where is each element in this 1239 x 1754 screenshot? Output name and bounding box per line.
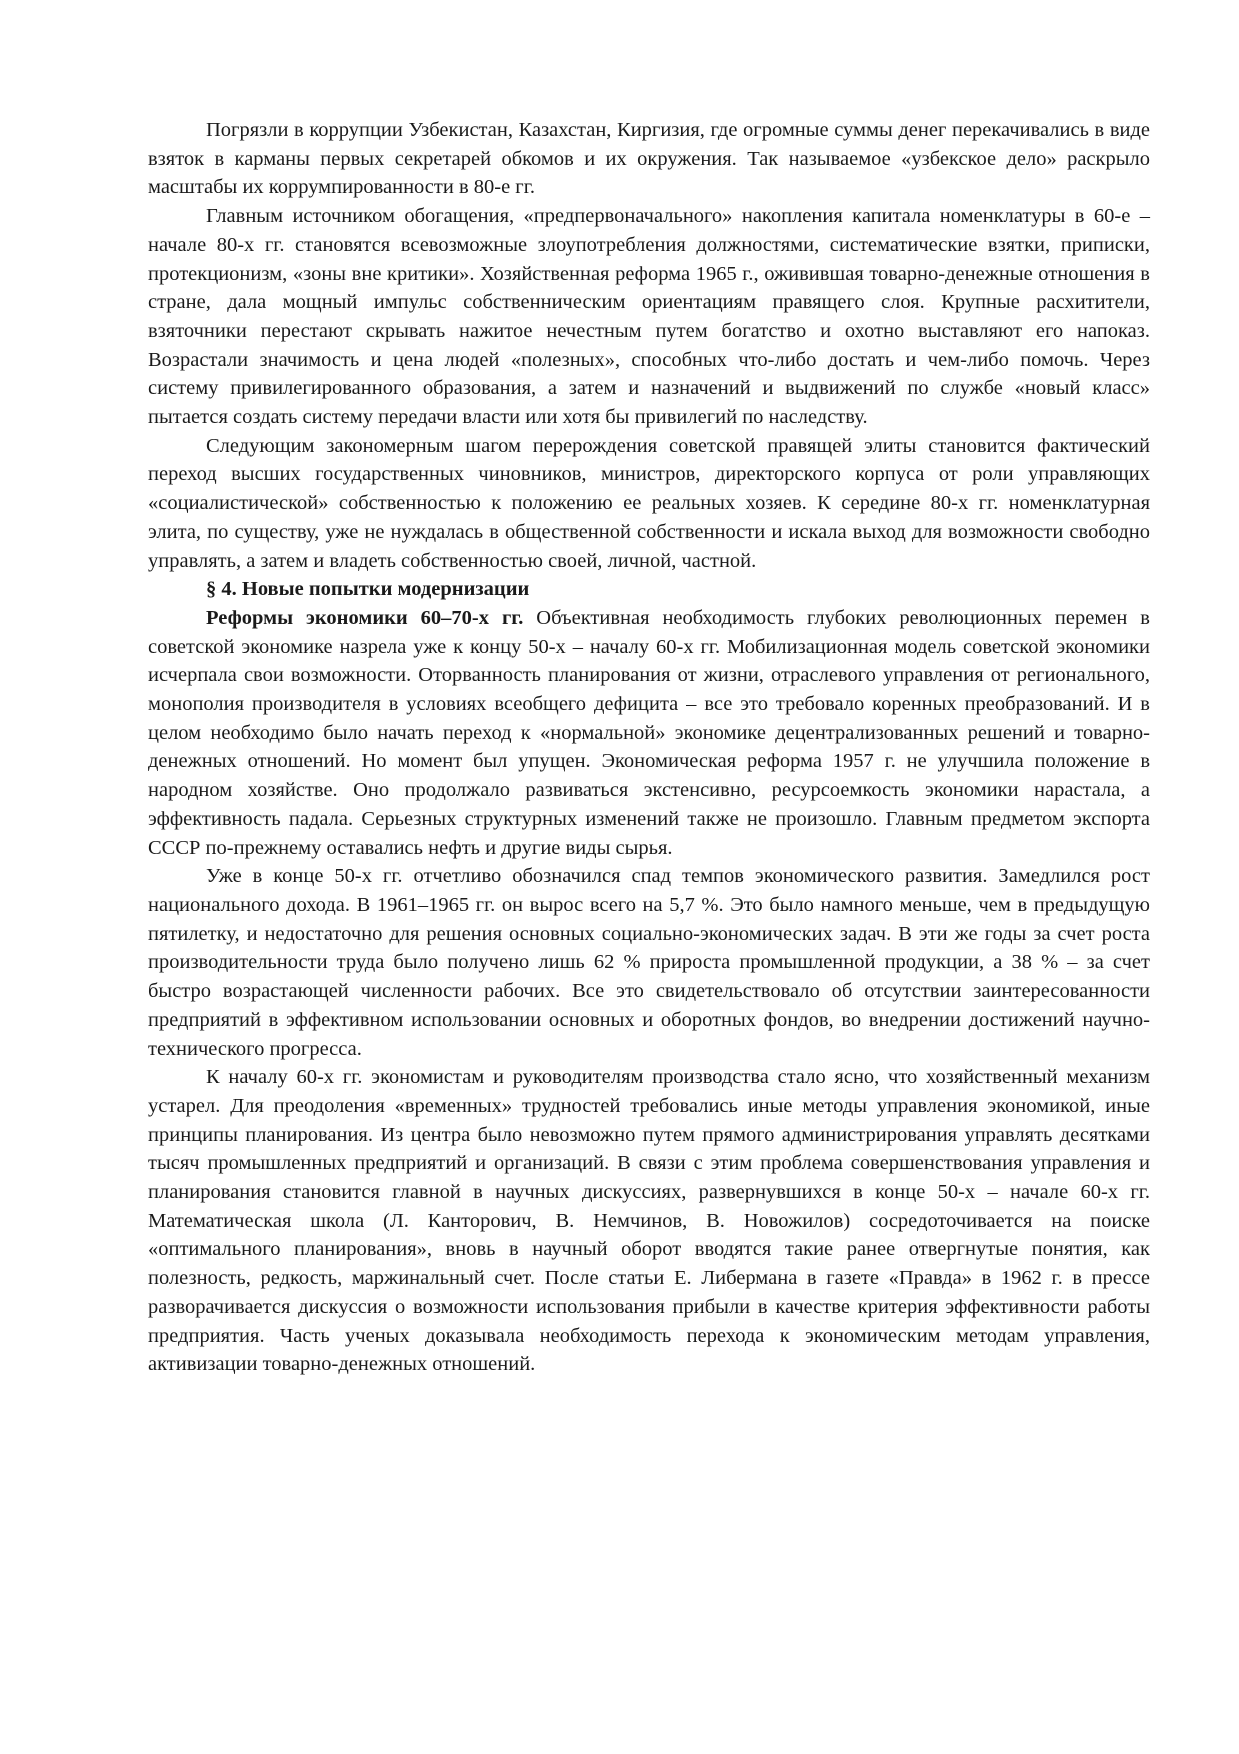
- paragraph-elite-transformation: Следующим закономерным шагом перерождения советской правящей элиты становится фактический переход высших государственных чиновников, министров, директорского корпуса от роли управляющих «социалистической» собственностью к положению ее реальных хозяев. К середине 80-х гг. номенклатурная элита, по существу, уже не нуждалась в общественной собственности и искала выход для возможности свободно управлять, а затем и владеть собственностью своей, личной, частной.: [148, 434, 1150, 572]
- document-page: [148, 116, 1150, 1379]
- section-heading: § 4. Новые попытки модернизации: [206, 578, 530, 601]
- paragraph-planning-discussion: К началу 60-х гг. экономистам и руководителям производства стало ясно, что хозяйственный механизм устарел. Для преодоления «временных» трудностей требовались иные методы управления экономикой, иные принципы планирования. Из центра было невозможно путем прямого администрирования управлять десятками тысяч промышленных предприятий и организаций. В связи с этим проблема совершенствования управления и планирования становится главной в научных дискуссиях, развернувшихся в конце 50-х – начале 60-х гг. Математическая школа (Л. Канторович, В. Немчинов, В. Новожилов) сосредоточивается на поиске «оптимального планирования», вновь в научный оборот вводятся такие ранее отвергнутые понятия, как полезность, редкость, маржинальный счет. После статьи Е. Либермана в газете «Правда» в 1962 г. в прессе разворачивается дискуссия о возможности использования прибыли в качестве критерия эффективности работы предприятия. Часть ученых доказывала необходимость перехода к экономическим методам управления, активизации товарно-денежных отношений.: [148, 1066, 1150, 1376]
- reforms-text: Объективная необходимость глубоких революционных перемен в советской экономике назрела уже к концу 50-х – началу 60-х гг. Мобилизационная модель советской экономики исчерпала свои возможности. Оторванность планирования от жизни, отраслевого управления от регионального, монополия производителя в условиях всеобщего дефицита – все это требовало коренных преобразований. И в целом необходимо было начать переход к «нормальной» экономике децентрализованных решений и товарно-денежных отношений. Но момент был упущен. Экономическая реформа 1957 г. не улучшила положение в народном хозяйстве. Оно продолжало развиваться экстенсивно, ресурсоемкость экономики нарастала, а эффективность падала. Серьезных структурных изменений также не произошло. Главным предметом экспорта СССР по-прежнему оставались нефть и другие виды сырья.: [148, 606, 1150, 859]
- paragraph-corruption: Погрязли в коррупции Узбекистан, Казахстан, Киргизия, где огромные суммы денег перекачивались в виде взяток в карманы первых секретарей обкомов и их окружения. Так называемое «узбекское дело» раскрыло масштабы их коррумпированности в 80-е гг.: [148, 119, 1150, 199]
- reforms-lead-in: Реформы экономики 60–70-х гг.: [206, 606, 524, 629]
- paragraph-economic-slowdown: Уже в конце 50-х гг. отчетливо обозначился спад темпов экономического развития. Замедлился рост национального дохода. В 1961–1965 гг. он вырос всего на 5,7 %. Это было намного меньше, чем в предыдущую пятилетку, и недостаточно для решения основных социально-экономических задач. В эти же годы за счет роста производительности труда было получено лишь 62 % прироста промышленной продукции, а 38 % – за счет быстро возрастающей численности рабочих. Все это свидетельствовало об отсутствии заинтересованности предприятий в эффективном использовании основных и оборотных фондов, во внедрении достижений научно-технического прогресса.: [148, 865, 1150, 1060]
- paragraph-enrichment: Главным источником обогащения, «предпервоначального» накопления капитала номенклатуры в 60-е – начале 80-х гг. становятся всевозможные злоупотребления должностями, систематические взятки, приписки, протекционизм, «зоны вне критики». Хозяйственная реформа 1965 г., оживившая товарно-денежные отношения в стране, дала мощный импульс собственническим ориентациям правящего слоя. Крупные расхитители, взяточники перестают скрывать нажитое нечестным путем богатство и охотно выставляют его напоказ. Возрастали значимость и цена людей «полезных», способных что-либо достать и чем-либо помочь. Через систему привилегированного образования, а затем и назначений и выдвижений по службе «новый класс» пытается создать систему передачи власти или хотя бы привилегий по наследству.: [148, 205, 1150, 429]
- paragraph-economic-reforms: [148, 604, 1150, 862]
